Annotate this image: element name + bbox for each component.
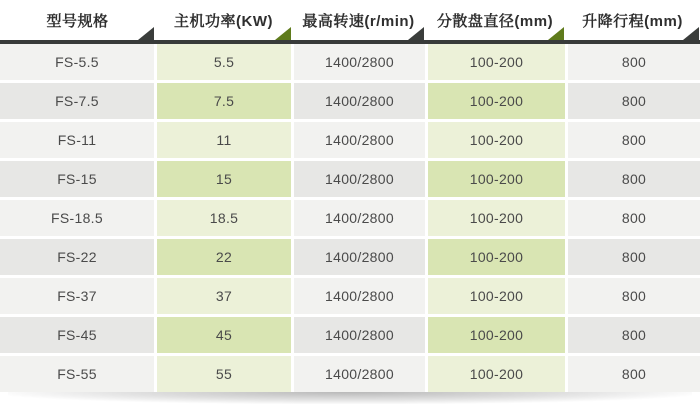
value-cell: 1400/2800 [294, 239, 425, 275]
value-cell: 22 [157, 239, 291, 275]
value-cell: 45 [157, 317, 291, 353]
value-cell: 800 [568, 122, 700, 158]
value-cell: 5.5 [157, 44, 291, 80]
corner-triangle-icon [138, 27, 154, 40]
model-cell: FS-22 [0, 239, 154, 275]
value-cell: 1400/2800 [294, 278, 425, 314]
value-cell: 800 [568, 239, 700, 275]
value-cell: 11 [157, 122, 291, 158]
value-cell: 7.5 [157, 83, 291, 119]
value-cell: 100-200 [428, 161, 565, 197]
column-header-label: 升降行程(mm) [582, 12, 683, 30]
model-cell: FS-7.5 [0, 83, 154, 119]
table-bottom-shadow [8, 392, 692, 404]
value-cell: 800 [568, 161, 700, 197]
value-cell: 800 [568, 44, 700, 80]
column-header [565, 0, 700, 40]
column-header-label: 型号规格 [46, 12, 109, 30]
corner-triangle-icon [548, 27, 564, 40]
model-cell: FS-18.5 [0, 200, 154, 236]
model-cell: FS-11 [0, 122, 154, 158]
model-cell: FS-5.5 [0, 44, 154, 80]
value-cell: 100-200 [428, 356, 565, 392]
value-cell: 15 [157, 161, 291, 197]
value-cell: 37 [157, 278, 291, 314]
model-cell: FS-45 [0, 317, 154, 353]
table-body [0, 44, 700, 392]
value-cell: 1400/2800 [294, 83, 425, 119]
column-header [155, 0, 292, 40]
value-cell: 800 [568, 83, 700, 119]
value-cell: 100-200 [428, 44, 565, 80]
value-cell: 100-200 [428, 200, 565, 236]
value-cell: 1400/2800 [294, 161, 425, 197]
value-cell: 100-200 [428, 239, 565, 275]
column-header [292, 0, 425, 40]
value-cell: 800 [568, 317, 700, 353]
column-header-label: 分散盘直径(mm) [436, 12, 554, 30]
value-cell: 800 [568, 200, 700, 236]
column-header [0, 0, 155, 40]
value-cell: 1400/2800 [294, 356, 425, 392]
corner-triangle-icon [408, 27, 424, 40]
corner-triangle-icon [275, 27, 291, 40]
value-cell: 1400/2800 [294, 44, 425, 80]
table-header-row [0, 0, 700, 40]
model-cell: FS-37 [0, 278, 154, 314]
value-cell: 100-200 [428, 83, 565, 119]
value-cell: 800 [568, 278, 700, 314]
column-header-label: 主机功率(KW) [174, 12, 273, 30]
model-cell: FS-55 [0, 356, 154, 392]
value-cell: 100-200 [428, 278, 565, 314]
value-cell: 1400/2800 [294, 317, 425, 353]
column-header-label: 最高转速(r/min) [302, 12, 415, 30]
corner-triangle-icon [683, 27, 699, 40]
value-cell: 18.5 [157, 200, 291, 236]
value-cell: 100-200 [428, 122, 565, 158]
value-cell: 55 [157, 356, 291, 392]
value-cell: 100-200 [428, 317, 565, 353]
model-cell: FS-15 [0, 161, 154, 197]
column-header [425, 0, 565, 40]
value-cell: 800 [568, 356, 700, 392]
value-cell: 1400/2800 [294, 122, 425, 158]
value-cell: 1400/2800 [294, 200, 425, 236]
